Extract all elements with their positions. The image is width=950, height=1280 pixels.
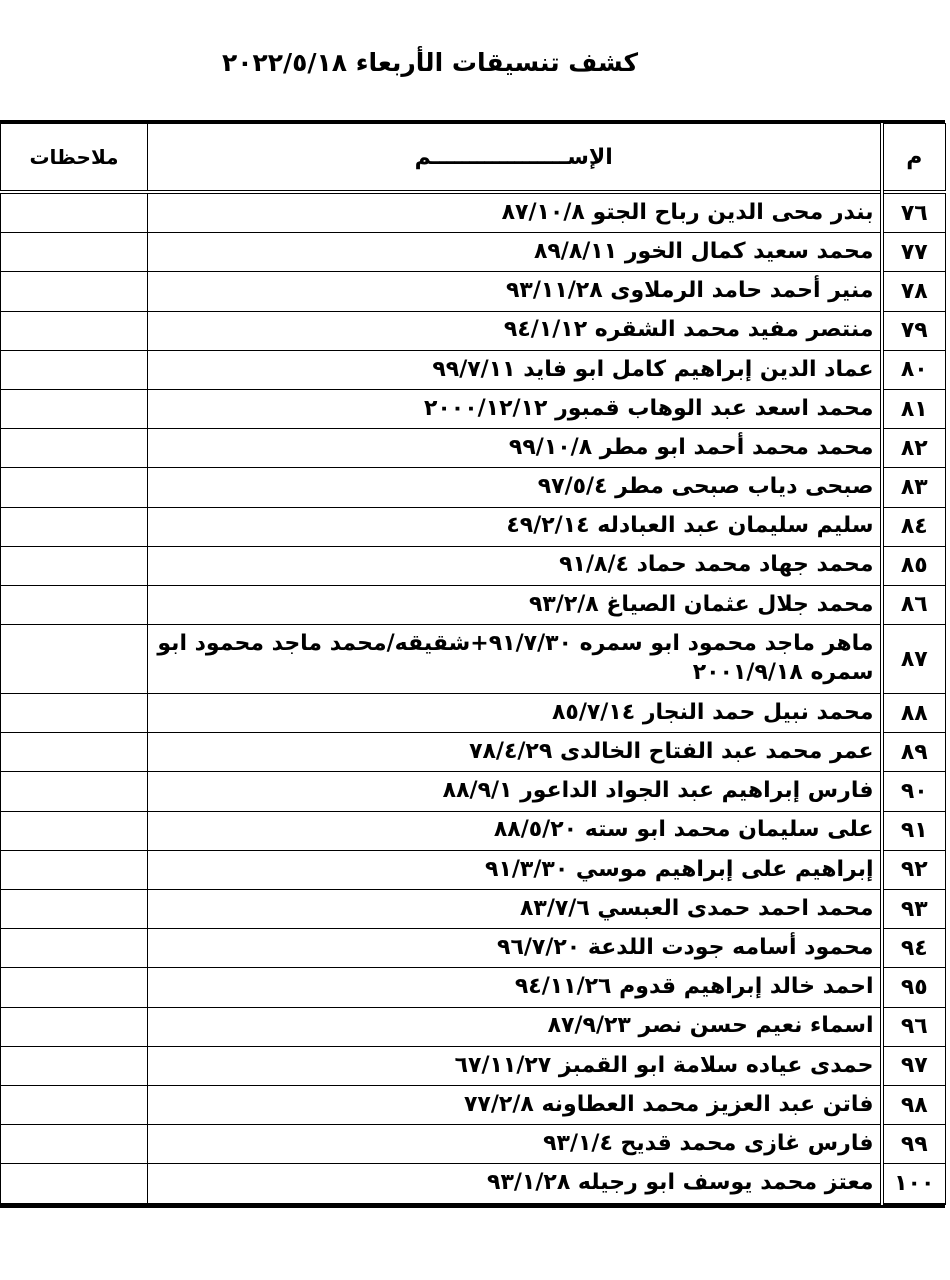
table-row [1, 1085, 946, 1124]
row-number: ٩١ [882, 811, 946, 850]
row-number: ٩٨ [882, 1085, 946, 1124]
row-number: ٨٥ [882, 546, 946, 585]
row-name: حمدى عياده سلامة ابو القمبز ٦٧/١١/٢٧ [148, 1046, 882, 1085]
table-row [1, 850, 946, 889]
row-note [1, 1007, 148, 1046]
row-name: محمد احمد حمدى العبسي ٨٣/٧/٦ [148, 890, 882, 929]
row-number: ٩٢ [882, 850, 946, 889]
row-note [1, 1046, 148, 1085]
header-notes: ملاحظات [1, 124, 148, 193]
row-name: محمد سعيد كمال الخور ٨٩/٨/١١ [148, 233, 882, 272]
row-name: محمد محمد أحمد ابو مطر ٩٩/١٠/٨ [148, 429, 882, 468]
row-note [1, 311, 148, 350]
row-note [1, 1125, 148, 1164]
row-name: منتصر مفيد محمد الشقره ٩٤/١/١٢ [148, 311, 882, 350]
row-name: سليم سليمان عبد العبادله ٤٩/٢/١٤ [148, 507, 882, 546]
row-note [1, 272, 148, 311]
row-name: صبحى دياب صبحى مطر ٩٧/٥/٤ [148, 468, 882, 507]
row-name: محمد جهاد محمد حماد ٩١/٨/٤ [148, 546, 882, 585]
row-note [1, 811, 148, 850]
table-row [1, 233, 946, 272]
table-header-row [1, 124, 946, 193]
table-row [1, 1007, 946, 1046]
row-number: ٨٧ [882, 625, 946, 694]
row-name: اسماء نعيم حسن نصر ٨٧/٩/٢٣ [148, 1007, 882, 1046]
row-number: ٨٠ [882, 350, 946, 389]
row-note [1, 1164, 148, 1204]
row-note [1, 694, 148, 733]
page-title: كشف تنسيقات الأربعاء ٢٠٢٢/٥/١٨ [221, 48, 639, 77]
table-row [1, 694, 946, 733]
roster-table [0, 120, 945, 1208]
row-note [1, 890, 148, 929]
row-number: ٧٦ [882, 192, 946, 233]
row-name: عماد الدين إبراهيم كامل ابو فايد ٩٩/٧/١١ [148, 350, 882, 389]
row-name: احمد خالد إبراهيم قدوم ٩٤/١١/٢٦ [148, 968, 882, 1007]
table-row [1, 890, 946, 929]
row-name: فارس غازى محمد قديح ٩٣/١/٤ [148, 1125, 882, 1164]
row-note [1, 546, 148, 585]
row-name: محمد اسعد عبد الوهاب قمبور ٢٠٠٠/١٢/١٢ [148, 389, 882, 428]
row-name: محمود أسامه جودت اللدعة ٩٦/٧/٢٠ [148, 929, 882, 968]
table-row [1, 968, 946, 1007]
table-row [1, 350, 946, 389]
table-row [1, 772, 946, 811]
table-row [1, 468, 946, 507]
row-number: ٨١ [882, 389, 946, 428]
row-note [1, 733, 148, 772]
table-row [1, 585, 946, 624]
row-note [1, 625, 148, 694]
table-row [1, 507, 946, 546]
row-number: ٩٣ [882, 890, 946, 929]
row-name: على سليمان محمد ابو سته ٨٨/٥/٢٠ [148, 811, 882, 850]
row-number: ٧٧ [882, 233, 946, 272]
header-name: الإســــــــــــــــــم [148, 124, 882, 193]
row-number: ٩٥ [882, 968, 946, 1007]
header-number: م [882, 124, 946, 193]
table-row [1, 1164, 946, 1204]
row-note [1, 929, 148, 968]
table-row [1, 389, 946, 428]
table-row [1, 733, 946, 772]
table-row [1, 1046, 946, 1085]
row-note [1, 1085, 148, 1124]
row-note [1, 350, 148, 389]
row-note [1, 429, 148, 468]
row-number: ٨٦ [882, 585, 946, 624]
table-row [1, 929, 946, 968]
table-row [1, 429, 946, 468]
row-note [1, 968, 148, 1007]
table-row [1, 311, 946, 350]
row-name: إبراهيم على إبراهيم موسي ٩١/٣/٣٠ [148, 850, 882, 889]
row-note [1, 772, 148, 811]
row-name: محمد جلال عثمان الصياغ ٩٣/٢/٨ [148, 585, 882, 624]
row-number: ٨٣ [882, 468, 946, 507]
row-note [1, 850, 148, 889]
row-name: معتز محمد يوسف ابو رجيله ٩٣/١/٢٨ [148, 1164, 882, 1204]
row-number: ٩٤ [882, 929, 946, 968]
row-note [1, 389, 148, 428]
row-number: ٩٦ [882, 1007, 946, 1046]
row-note [1, 468, 148, 507]
row-name: محمد نبيل حمد النجار ٨٥/٧/١٤ [148, 694, 882, 733]
row-name: منير أحمد حامد الرملاوى ٩٣/١١/٢٨ [148, 272, 882, 311]
table-row [1, 192, 946, 233]
row-number: ٩٧ [882, 1046, 946, 1085]
row-number: ٨٨ [882, 694, 946, 733]
row-number: ٩٩ [882, 1125, 946, 1164]
row-name: فارس إبراهيم عبد الجواد الداعور ٨٨/٩/١ [148, 772, 882, 811]
row-number: ٧٩ [882, 311, 946, 350]
row-name: عمر محمد عبد الفتاح الخالدى ٧٨/٤/٢٩ [148, 733, 882, 772]
row-number: ٨٤ [882, 507, 946, 546]
row-note [1, 233, 148, 272]
row-number: ١٠٠ [882, 1164, 946, 1204]
row-name: ماهر ماجد محمود ابو سمره ٩١/٧/٣٠+شقيقه/محمد ماجد محمود ابو سمره ٢٠٠١/٩/١٨ [148, 625, 882, 694]
row-number: ٩٠ [882, 772, 946, 811]
row-note [1, 585, 148, 624]
table-row [1, 1125, 946, 1164]
row-name: بندر محى الدين رباح الجتو ٨٧/١٠/٨ [148, 192, 882, 233]
row-number: ٧٨ [882, 272, 946, 311]
row-number: ٨٢ [882, 429, 946, 468]
row-number: ٨٩ [882, 733, 946, 772]
table-row [1, 272, 946, 311]
table-row [1, 546, 946, 585]
table-row [1, 811, 946, 850]
row-note [1, 507, 148, 546]
row-note [1, 192, 148, 233]
table-row [1, 625, 946, 694]
row-name: فاتن عبد العزيز محمد العطاونه ٧٧/٢/٨ [148, 1085, 882, 1124]
